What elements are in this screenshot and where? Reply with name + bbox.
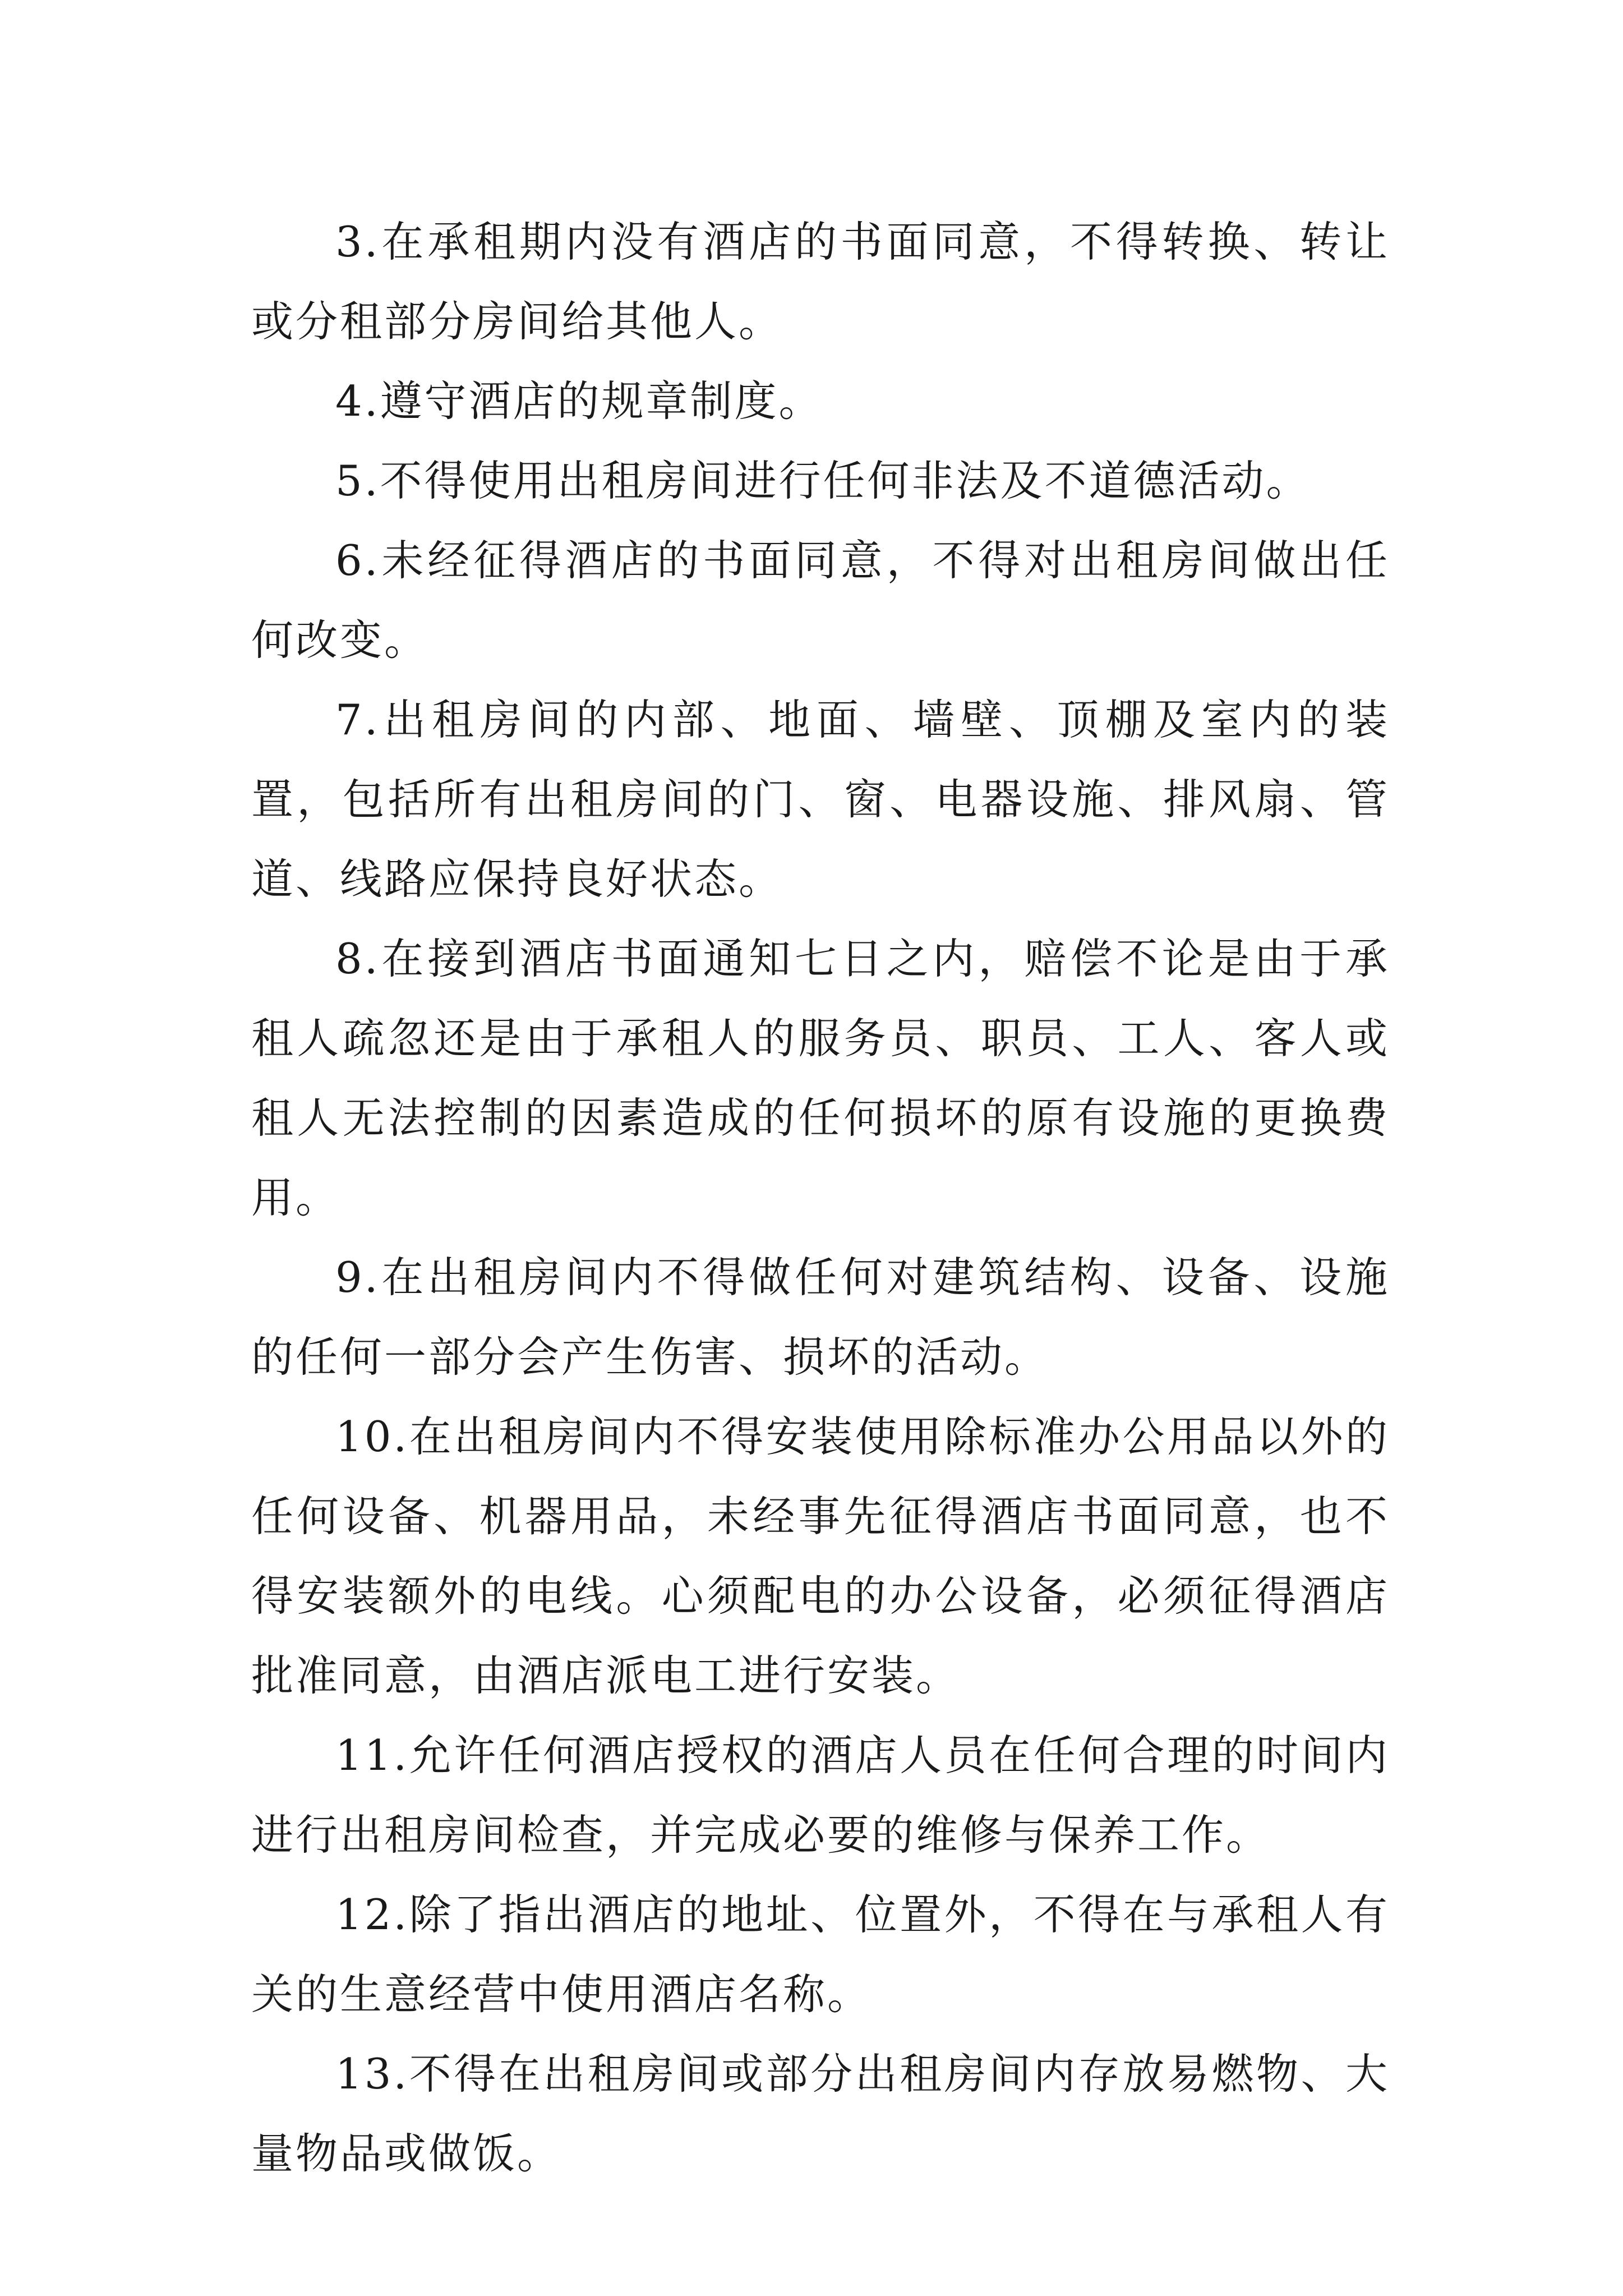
paragraph-clause-11: 11.允许任何酒店授权的酒店人员在任何合理的时间内进行出租房间检查，并完成必要的维修与保养工作。 [251, 1731, 1390, 1860]
document-body [251, 202, 1390, 2193]
paragraph-clause-4: 4.遵守酒店的规章制度。 [335, 376, 823, 426]
paragraph-clause-10: 10.在出租房间内不得安装使用除标准办公用品以外的任何设备、机器用品，未经事先征得酒店书面同意，也不得安装额外的电线。心须配电的办公设备，必须征得酒店批准同意，由酒店派电工进行安装。 [251, 1412, 1390, 1700]
paragraph-clause-5: 5.不得使用出租房间进行任何非法及不道德活动。 [335, 456, 1311, 505]
paragraph-clause-7: 7.出租房间的内部、地面、墙壁、顶棚及室内的装置，包括所有出租房间的门、窗、电器设施、排风扇、管道、线路应保持良好状态。 [251, 695, 1390, 904]
paragraph-clause-6: 6.未经征得酒店的书面同意，不得对出租房间做出任何改变。 [251, 536, 1390, 665]
paragraph-clause-3: 3.在承租期内没有酒店的书面同意，不得转换、转让或分租部分房间给其他人。 [251, 217, 1390, 346]
paragraph-clause-13: 13.不得在出租房间或部分出租房间内存放易燃物、大量物品或做饭。 [251, 2049, 1390, 2178]
paragraph-clause-8: 8.在接到酒店书面通知七日之内，赔偿不论是由于承租人疏忽还是由于承租人的服务员、职员、工人、客人或租人无法控制的因素造成的任何损坏的原有设施的更换费用。 [251, 934, 1390, 1222]
paragraph-clause-12: 12.除了指出酒店的地址、位置外，不得在与承租人有关的生意经营中使用酒店名称。 [251, 1890, 1390, 2019]
paragraph-clause-9: 9.在出租房间内不得做任何对建筑结构、设备、设施的任何一部分会产生伤害、损坏的活动。 [251, 1253, 1390, 1382]
